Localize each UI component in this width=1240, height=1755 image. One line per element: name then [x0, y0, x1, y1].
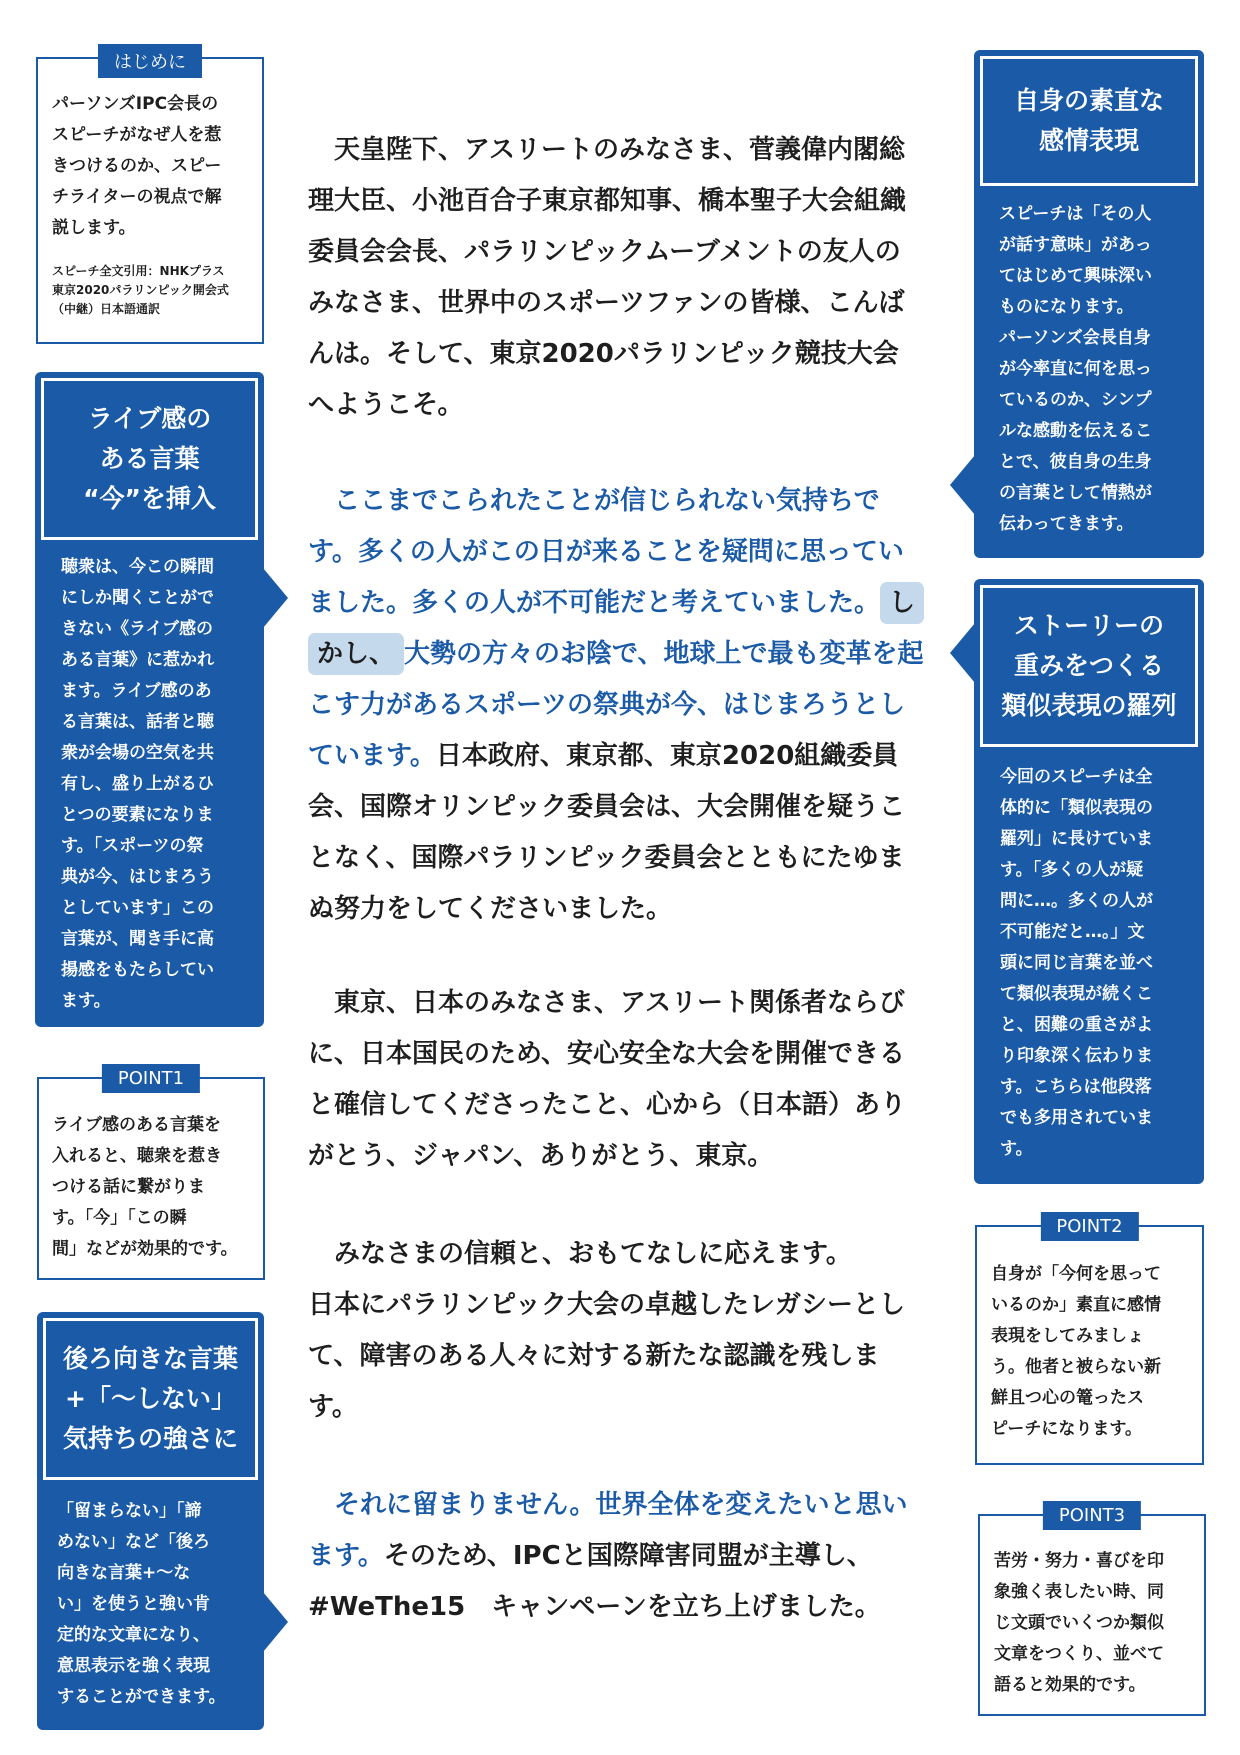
text-line: の言葉として情熱が [999, 483, 1152, 503]
text-line: す。「今」「この瞬 [52, 1208, 187, 1228]
text-line: ものになります。 [999, 297, 1134, 317]
honest-emotion-box [974, 50, 1204, 558]
text-line: きない《ライブ感の [61, 619, 213, 639]
text-line: としています」この [61, 898, 214, 918]
text-line: 伝わってきます。 [999, 514, 1134, 534]
text-line: することができます。 [57, 1687, 226, 1707]
text-line [308, 629, 930, 680]
backward-words-box [37, 1312, 264, 1730]
text-line: とで、彼自身の生身 [999, 452, 1152, 472]
text-line: 入れると、聴衆を惹き [52, 1146, 222, 1166]
text-segment: 日本政府、東京都、東京2020組織委員 [435, 741, 899, 771]
title-line: “今”を挿入 [83, 484, 216, 513]
text-line: と、困難の重さがよ [1000, 1015, 1153, 1035]
text-line: 問に…。多くの人が [1000, 891, 1153, 911]
text-line: めない」など「後ろ [57, 1532, 210, 1552]
text-line: ぬ努力をしてくださいました。 [308, 894, 673, 924]
text-line: が今率直に何を思っ [999, 359, 1152, 379]
text-segment: ました。多くの人が不可能だと考えていました。 [308, 588, 881, 618]
point1-tag: POINT1 [102, 1064, 200, 1093]
text-line: ます。ライブ感のあ [61, 681, 212, 701]
point2-text [991, 1259, 1203, 1445]
text-line: でも多用されていま [1000, 1108, 1153, 1128]
text-segment: ます。 [308, 1541, 384, 1571]
text-line: 聴衆は、今この瞬間 [61, 557, 214, 577]
point3-text [994, 1546, 1206, 1701]
title-line: 類似表現の羅列 [1001, 691, 1177, 720]
text-line: る言葉は、話者と聴 [61, 712, 214, 732]
text-line: す。 [308, 1392, 358, 1422]
text-line: 天皇陛下、アスリートのみなさま、菅義偉内閣総 [308, 135, 905, 165]
text-line: つける話に繋がりま [52, 1177, 205, 1197]
text-line: に、日本国民のため、安心安全な大会を開催できる [308, 1039, 905, 1069]
title-line: ストーリーの [1013, 611, 1164, 640]
text-line: 表現をしてみましょ [991, 1326, 1144, 1346]
text-line: 有し、盛り上がるひ [61, 774, 214, 794]
source-line: （中継）日本語通訳 [52, 302, 161, 316]
text-line [308, 1531, 930, 1582]
text-line: てはじめて興味深い [999, 266, 1152, 286]
text-line: にしか聞くことがで [61, 588, 214, 608]
text-line: 「留まらない」「諦 [57, 1501, 202, 1521]
text-line: 向きな言葉+〜な [57, 1563, 191, 1583]
text-line: スピーチがなぜ人を惹 [52, 125, 222, 145]
text-line: がとう、ジャパン、ありがとう、東京。 [308, 1141, 774, 1171]
title-line: 重みをつくる [1013, 651, 1164, 680]
text-line: 定的な文章になり、 [57, 1625, 210, 1645]
text-line: ある言葉》に惹かれ [61, 650, 214, 670]
text-line: が話す意味」があっ [999, 235, 1152, 255]
speech-paragraph-2 [308, 476, 930, 935]
text-line: パーソンズIPC会長の [52, 94, 219, 114]
source-line: 東京2020パラリンピック開会式 [52, 283, 229, 297]
text-line: す。こちらは他段落 [1000, 1077, 1152, 1097]
text-line: て類似表現が続くこ [1000, 984, 1153, 1004]
intro-box [36, 52, 264, 344]
text-line: スピーチは「その人 [999, 204, 1152, 224]
intro-tag: はじめに [98, 44, 202, 78]
text-line: とつの要素になりま [61, 805, 214, 825]
text-line: ます。 [61, 991, 111, 1011]
point3-tag: POINT3 [1043, 1501, 1141, 1530]
live-feeling-box [35, 372, 264, 1027]
text-line: ここまでこられたことが信じられない気持ちで [308, 486, 880, 516]
text-line: へようこそ。 [308, 390, 464, 420]
text-line: 羅列」に長けていま [1000, 829, 1153, 849]
text-line: きつけるのか、スピー [52, 156, 222, 176]
text-segment: ています。 [308, 741, 436, 771]
text-line [308, 578, 930, 629]
text-line: す。「多くの人が疑 [1000, 860, 1144, 880]
text-line: #WeThe15 キャンペーンを立ち上げました。 [308, 1592, 881, 1622]
text-line: 委員会会長、パラリンピックムーブメントの友人の [308, 237, 901, 267]
source-line: スピーチ全文引用：NHKプラス [52, 264, 225, 278]
honest-emotion-body [999, 199, 1201, 540]
text-line: う。他者と被らない新 [991, 1357, 1161, 1377]
text-line: じ文頭でいくつか類似 [994, 1613, 1164, 1633]
story-weight-body [1000, 762, 1202, 1165]
text-line: みなさまの信頼と、おもてなしに応えます。 [308, 1239, 852, 1269]
point1-text [52, 1110, 264, 1265]
text-line: て、障害のある人々に対する新たな認識を残しま [308, 1341, 880, 1371]
live-feeling-title [41, 378, 258, 540]
source-citation [52, 262, 262, 319]
story-weight-box [974, 579, 1204, 1184]
text-line: ライブ感のある言葉を [52, 1115, 221, 1135]
speech-paragraph-4 [308, 1229, 930, 1433]
title-line: 自身の素直な [1013, 86, 1164, 115]
text-line: 揚感をもたらしてい [61, 960, 214, 980]
title-line: 後ろ向きな言葉 [62, 1344, 238, 1373]
highlighted-word: かし、 [308, 633, 404, 675]
text-line: 東京、日本のみなさま、アスリート関係者ならび [308, 988, 905, 1018]
point2-box [975, 1216, 1204, 1465]
point1-box [37, 1068, 265, 1280]
text-line [308, 731, 930, 782]
title-line: ライブ感の [87, 404, 212, 433]
highlighted-word: し [880, 582, 924, 624]
backward-words-title [43, 1318, 258, 1480]
text-line: となく、国際パラリンピック委員会とともにたゆま [308, 843, 905, 873]
text-line: 語ると効果的です。 [994, 1675, 1146, 1695]
text-line: 不可能だと…。」文 [1000, 922, 1145, 942]
pointer-arrow [263, 568, 288, 628]
point3-box [978, 1505, 1206, 1716]
text-line: それに留まりません。世界全体を変えたいと思い [308, 1490, 908, 1520]
live-feeling-body [61, 552, 261, 1017]
title-line: ある言葉 [99, 444, 200, 473]
text-line: 言葉が、聞き手に高 [61, 929, 214, 949]
text-segment: 大勢の方々のお陰で、地球上で最も変革を起 [404, 639, 924, 669]
backward-words-body [57, 1496, 262, 1713]
text-line: り印象深く伝わりま [1000, 1046, 1153, 1066]
text-line: 典が今、はじまろう [61, 867, 214, 887]
text-line: す。 [1000, 1139, 1033, 1159]
text-line: 象強く表したい時、同 [994, 1582, 1164, 1602]
text-line: 説します。 [52, 218, 136, 238]
speech-paragraph-1 [308, 125, 930, 431]
text-segment: そのため、IPCと国際障害同盟が主導し、 [383, 1541, 873, 1571]
text-line: 日本にパラリンピック大会の卓越したレガシーとし [308, 1290, 905, 1320]
text-line: 苦労・努力・喜びを印 [994, 1551, 1164, 1571]
text-line: 意思表示を強く表現 [57, 1656, 210, 1676]
text-line: い」を使うと強い肯 [57, 1594, 210, 1614]
text-line: こす力があるスポーツの祭典が今、はじまろうとし [308, 690, 905, 720]
text-line: 理大臣、小池百合子東京都知事、橋本聖子大会組織 [308, 186, 907, 216]
speech-paragraph-5 [308, 1480, 930, 1633]
title-line: 気持ちの強さに [62, 1424, 238, 1453]
text-line: す。多くの人がこの日が来ることを疑問に思ってい [308, 537, 904, 567]
honest-emotion-title [980, 56, 1198, 186]
speech-paragraph-3 [308, 978, 930, 1182]
text-line: 会、国際オリンピック委員会は、大会開催を疑うこ [308, 792, 905, 822]
text-line: 衆が会場の空気を共 [61, 743, 214, 763]
text-line: す。「スポーツの祭 [61, 836, 204, 856]
text-line: みなさま、世界中のスポーツファンの皆様、こんば [308, 288, 905, 318]
text-line: 鮮且つ心の篭ったス [991, 1388, 1144, 1408]
text-line: 頭に同じ言葉を並べ [1000, 953, 1153, 973]
text-line: 自身が「今何を思って [991, 1264, 1161, 1284]
text-line: 今回のスピーチは全 [1000, 767, 1153, 787]
story-weight-title [980, 585, 1198, 747]
text-line: パーソンズ会長自身 [999, 328, 1151, 348]
text-line: 間」などが効果的です。 [52, 1239, 238, 1259]
intro-text [52, 89, 262, 319]
pointer-arrow [263, 1592, 288, 1652]
text-line: ピーチになります。 [991, 1419, 1142, 1439]
text-line: いるのか」素直に感情 [991, 1295, 1161, 1315]
text-line: チライターの視点で解 [52, 187, 222, 207]
title-line: 感情表現 [1038, 126, 1139, 155]
pointer-arrow [950, 455, 975, 515]
text-line: ルな感動を伝えるこ [999, 421, 1152, 441]
text-line: ているのか、シンプ [999, 390, 1152, 410]
point2-tag: POINT2 [1040, 1212, 1138, 1241]
text-line: 文章をつくり、並べて [994, 1644, 1164, 1664]
text-line: 体的に「類似表現の [1000, 798, 1153, 818]
title-line: +「〜しない」 [65, 1384, 236, 1413]
pointer-arrow [950, 623, 975, 683]
text-line: んは。そして、東京2020パラリンピック競技大会 [308, 339, 899, 369]
text-line: と確信してくださったこと、心から（日本語）あり [308, 1090, 907, 1120]
